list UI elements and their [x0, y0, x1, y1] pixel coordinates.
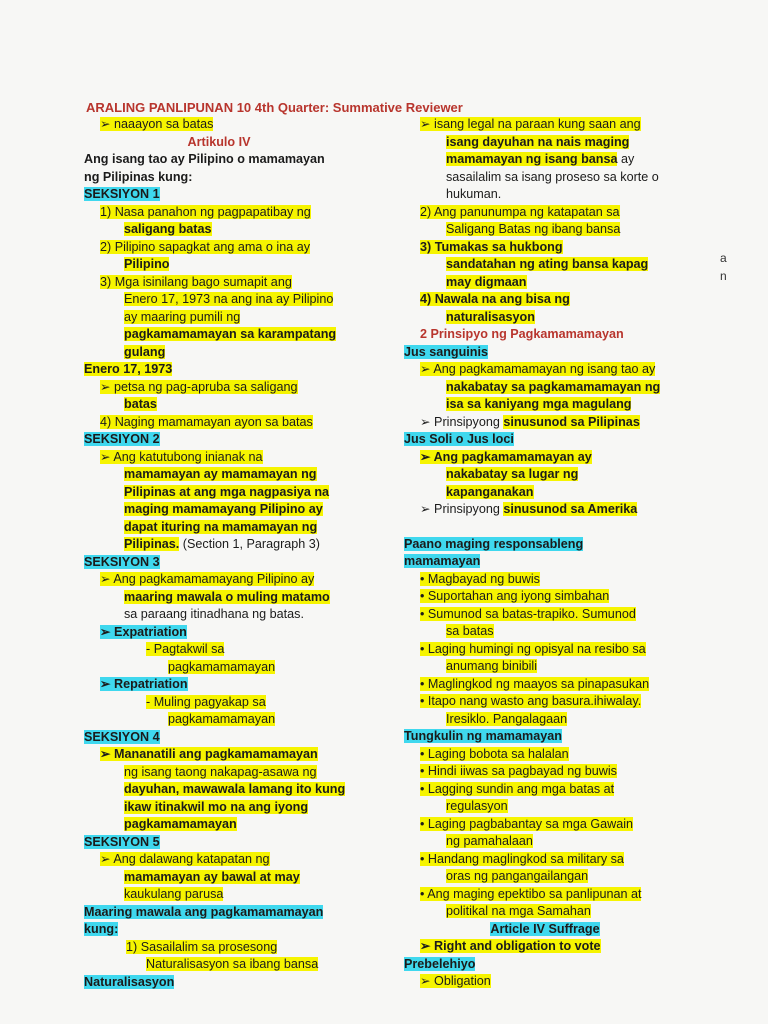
numbered-item: 1) Nasa panahon ng pagpapatibay ng: [100, 204, 311, 219]
body-line: kapanganakan: [446, 484, 534, 499]
body-line: politikal na mga Samahan: [446, 904, 591, 918]
list-item: • Suportahan ang iyong simbahan: [420, 589, 610, 603]
body-line: oras ng pangangailangan: [446, 869, 589, 883]
body-line: pagkamamamayan: [168, 659, 276, 674]
body-line: ng pamahalaan: [446, 834, 533, 848]
body-line: saligang batas: [124, 222, 212, 236]
date-heading: Enero 17, 1973: [84, 362, 173, 376]
list-item: • Laging humingi ng opisyal na resibo sa: [420, 641, 646, 656]
subheading: Jus sanguinis: [404, 344, 488, 359]
list-item: • Laging pagbabantay sa mga Gawain: [420, 816, 634, 831]
body-line: dapat ituring na mamamayan ng: [124, 519, 318, 534]
edge-fragment: a: [720, 251, 727, 265]
subheading: Maaring mawala ang pagkamamamayan: [84, 904, 324, 919]
body-line: sa batas: [446, 624, 494, 638]
body-line: may digmaan: [446, 274, 527, 289]
bullet-line: ➢ isang legal na paraan kung saan ang: [420, 117, 641, 131]
body-line: mamamayan ng isang bansa ay: [446, 152, 635, 166]
body-line: isa sa kaniyang mga magulang: [446, 397, 632, 411]
body-line: Saligang Batas ng ibang bansa: [446, 222, 621, 236]
body-line: Pilipinas at ang mga nagpasiya na: [124, 484, 330, 499]
subheading: Paano maging responsableng: [404, 536, 584, 551]
edge-fragment: n: [720, 269, 727, 283]
subheading: mamamayan: [404, 554, 481, 568]
bullet-line: ➢ Obligation: [420, 974, 491, 988]
body-line: ikaw itinakwil mo na ang iyong: [124, 799, 309, 814]
body-line: sa paraang itinadhana ng batas.: [124, 607, 304, 621]
principle-heading: 2 Prinsipyo ng Pagkamamamayan: [420, 327, 624, 341]
numbered-item: 3) Mga isinilang bago sumapit ang: [100, 274, 292, 289]
bullet-line: ➢ Mananatili ang pagkamamamayan: [100, 747, 318, 761]
body-line: Naturalisasyon sa ibang bansa: [146, 957, 319, 971]
numbered-item: 3) Tumakas sa hukbong: [420, 239, 563, 254]
body-line: mamamayan ay bawal at may: [124, 869, 300, 884]
bullet-line: ➢ Ang pagkamamamayang Pilipino ay: [100, 572, 315, 586]
body-line: isang dayuhan na nais maging: [446, 134, 630, 149]
bullet-line: ➢ Ang dalawang katapatan ng: [100, 852, 270, 866]
body-line: gulang: [124, 344, 166, 359]
left-column: [84, 116, 354, 991]
page-title: ARALING PANLIPUNAN 10 4th Quarter: Summative Reviewer: [86, 100, 463, 115]
subheading: Tungkulin ng mamamayan: [404, 729, 562, 743]
subheading: Naturalisasyon: [84, 974, 175, 989]
right-column: [404, 116, 686, 991]
body-line: dayuhan, mawawala lamang ito kung: [124, 782, 346, 796]
body-line: nakabatay sa pagkamamamayan ng: [446, 379, 661, 394]
section-heading: SEKSIYON 3: [84, 554, 160, 569]
body-line: kaukulang parusa: [124, 887, 224, 901]
section-heading: SEKSIYON 2: [84, 432, 160, 446]
bullet-line: ➢ Ang pagkamamamayan ay: [420, 449, 592, 464]
numbered-item: 2) Pilipino sapagkat ang ama o ina ay: [100, 239, 311, 254]
body-line: nakabatay sa lugar ng: [446, 467, 579, 481]
dash-item: - Pagtakwil sa: [146, 642, 225, 656]
subheading: Jus Soli o Jus loci: [404, 432, 514, 446]
list-item: • Lagging sundin ang mga batas at: [420, 781, 615, 796]
body-line: hukuman.: [446, 187, 502, 201]
numbered-item: 2) Ang panunumpa ng katapatan sa: [420, 204, 620, 219]
body-line: naturalisasyon: [446, 309, 535, 324]
body-line: maging mamamayang Pilipino ay: [124, 502, 323, 516]
numbered-item: 4) Nawala na ang bisa ng: [420, 292, 570, 306]
subheading: kung:: [84, 922, 119, 936]
bullet-heading: ➢ Expatriation: [100, 624, 187, 639]
numbered-item: 4) Naging mamamayan ayon sa batas: [100, 414, 313, 429]
list-item: • Hindi iiwas sa pagbayad ng buwis: [420, 764, 617, 778]
subheading: Prebelehiyo: [404, 956, 476, 971]
spacer: [404, 519, 686, 536]
bullet-line: ➢ naaayon sa batas: [100, 117, 214, 131]
section-heading: SEKSIYON 1: [84, 187, 160, 201]
body-line: ng Pilipinas kung:: [84, 169, 193, 184]
section-heading: SEKSIYON 4: [84, 729, 160, 744]
section-heading: SEKSIYON 5: [84, 834, 160, 849]
article-heading: Article IV Suffrage: [490, 921, 600, 936]
bullet-line: ➢ petsa ng pag-apruba sa saligang: [100, 379, 298, 394]
body-line: sasailalim sa isang proseso sa korte o: [446, 169, 659, 184]
bullet-line: ➢ Ang katutubong inianak na: [100, 449, 263, 464]
body-line: pagkamamamayan: [168, 712, 276, 726]
list-item: • Handang maglingkod sa military sa: [420, 851, 624, 866]
list-item: • Maglingkod ng maayos sa pinapasukan: [420, 676, 650, 691]
body-line: Pilipino: [124, 257, 170, 271]
body-line: batas: [124, 397, 157, 411]
body-line: anumang binibili: [446, 659, 538, 673]
bullet-line: ➢ Right and obligation to vote: [420, 939, 601, 953]
article-heading: Artikulo IV: [187, 134, 251, 149]
list-item: • Ang maging epektibo sa panlipunan at: [420, 886, 642, 901]
dash-item: - Muling pagyakap sa: [146, 694, 266, 709]
list-item: • Laging bobota sa halalan: [420, 746, 569, 761]
list-item: • Sumunod sa batas-trapiko. Sumunod: [420, 606, 636, 621]
numbered-item: 1) Sasailalim sa prosesong: [126, 939, 278, 954]
list-item: • Itapo nang wasto ang basura.ihiwalay.: [420, 694, 642, 708]
bullet-line: ➢ Ang pagkamamamayan ng isang tao ay: [420, 362, 656, 376]
body-line: pagkamamamayan sa karampatang: [124, 327, 337, 341]
body-line: Ang isang tao ay Pilipino o mamamayan: [84, 152, 325, 166]
bullet-heading: ➢ Repatriation: [100, 677, 188, 691]
body-line: Iresiklo. Pangalagaan: [446, 711, 568, 726]
list-item: • Magbayad ng buwis: [420, 571, 540, 586]
bullet-line: ➢ Prinsipyong sinusunod sa Pilipinas: [420, 414, 640, 429]
body-line: pagkamamamayan: [124, 817, 237, 831]
body-line: Enero 17, 1973 na ang ina ay Pilipino: [124, 292, 334, 306]
body-line: mamamayan ay mamamayan ng: [124, 467, 317, 481]
body-line: sandatahan ng ating bansa kapag: [446, 257, 649, 271]
body-line: Pilipinas. (Section 1, Paragraph 3): [124, 537, 321, 551]
body-line: maaring mawala o muling matamo: [124, 589, 330, 604]
bullet-line: ➢ Prinsipyong sinusunod sa Amerika: [420, 502, 638, 516]
body-line: ng isang taong nakapag-asawa ng: [124, 764, 317, 779]
body-line: ay maaring pumili ng: [124, 309, 241, 324]
body-line: regulasyon: [446, 799, 508, 813]
